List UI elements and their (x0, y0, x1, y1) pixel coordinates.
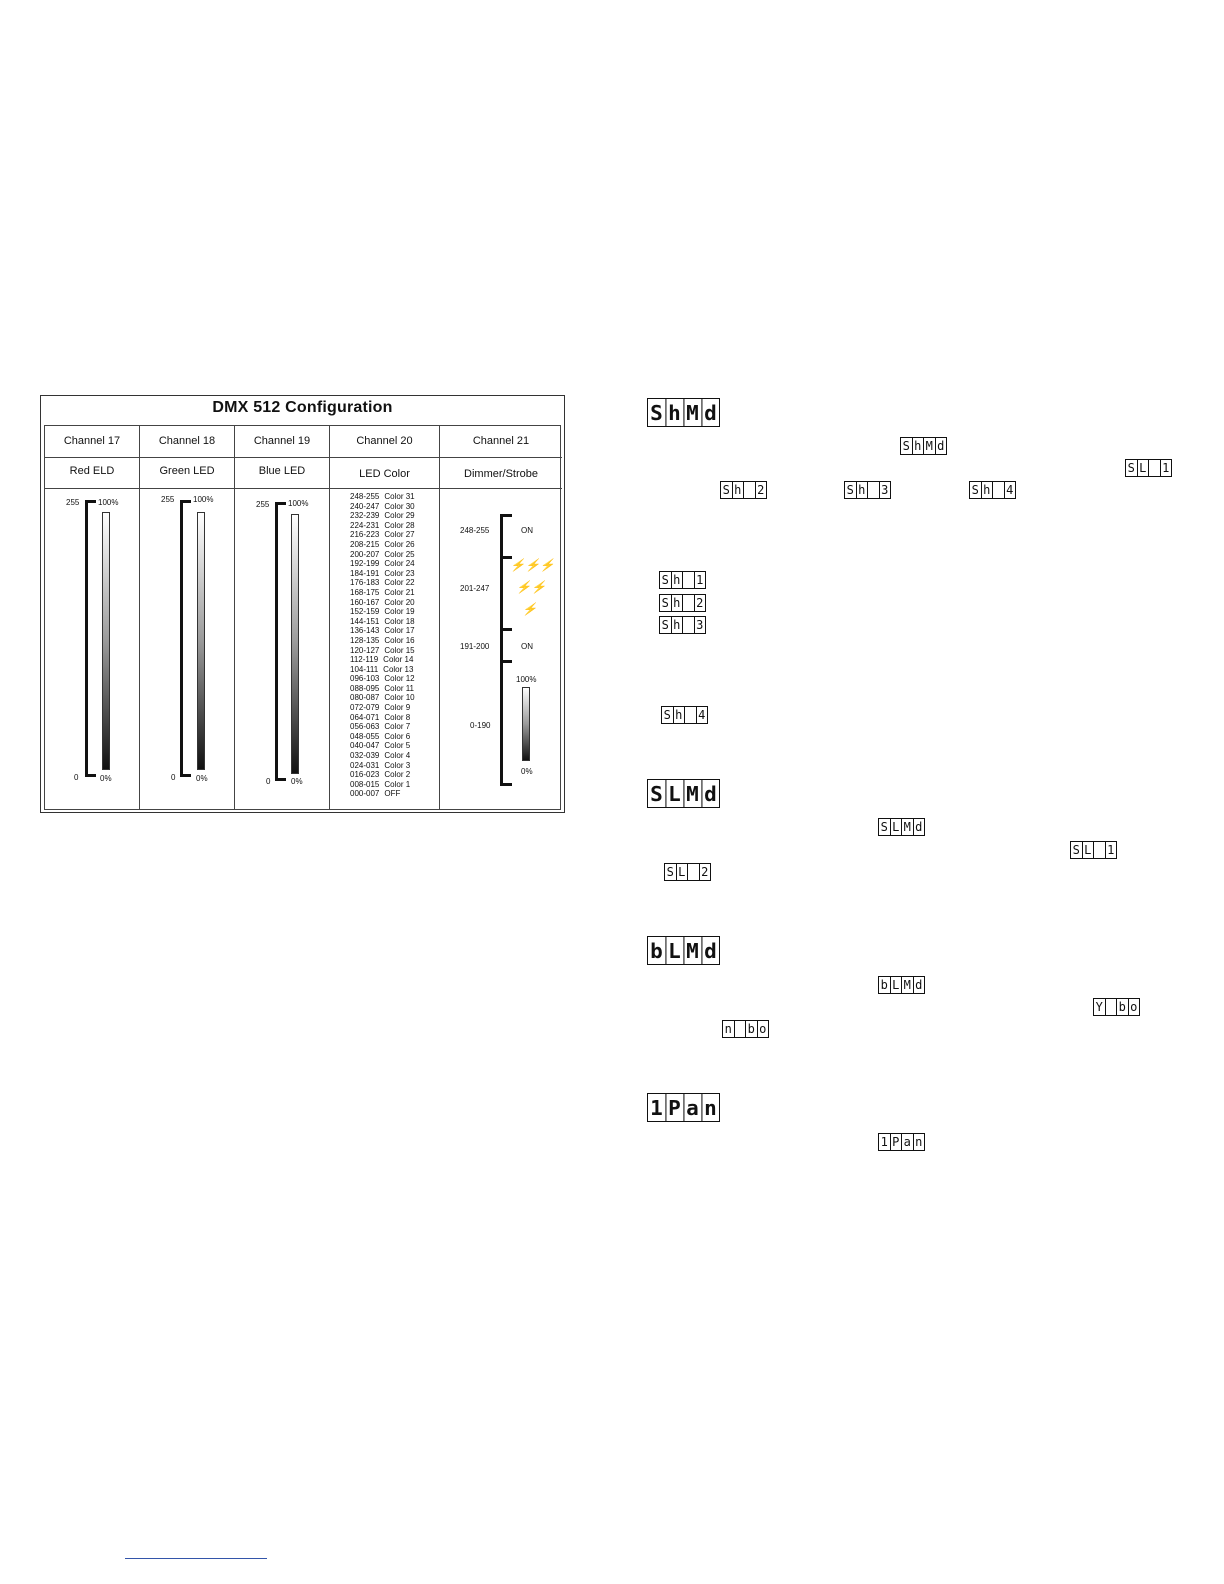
color-list-item (350, 693, 415, 703)
display-digit: a (902, 1134, 914, 1150)
display-digit: d (915, 978, 923, 992)
color-name: Color 19 (384, 607, 415, 617)
color-name: Color 8 (384, 712, 411, 722)
color-name: Color 29 (384, 511, 415, 521)
display-digit: M (902, 819, 914, 835)
display-digit: b (879, 977, 891, 993)
intensity-gradient-bar (197, 512, 205, 770)
bracket-tick (500, 660, 512, 663)
percent-max: 100% (193, 495, 214, 504)
dimmer-strobe-scale (440, 488, 562, 809)
color-range: 088-095 (350, 683, 380, 693)
color-name: Color 14 (383, 655, 414, 665)
scale-max: 255 (161, 495, 175, 504)
display-digit: M (684, 937, 703, 964)
percent-min: 0% (196, 774, 208, 783)
color-range: 072-079 (350, 703, 380, 713)
bracket-tick (500, 628, 512, 631)
color-list-item (350, 732, 415, 742)
display-digit: S (970, 482, 982, 498)
color-list-item (350, 789, 415, 799)
channel-20-header: Channel 20 (330, 426, 439, 458)
display-digit: 3 (696, 618, 704, 632)
display-digit: 2 (696, 596, 704, 610)
color-range: 104-111 (350, 664, 379, 674)
color-list-item (350, 741, 415, 751)
channel-17-label: Red ELD (45, 457, 139, 489)
display-digit: n (723, 1021, 735, 1037)
color-range: 240-247 (350, 501, 380, 511)
sh3-list-display (659, 616, 706, 634)
color-list-item (350, 646, 415, 656)
display-digit: 1 (696, 573, 704, 587)
display-digit: S (648, 399, 667, 426)
color-range: 192-199 (350, 559, 380, 569)
display-digit: h (674, 707, 686, 723)
display-digit: 1 (1162, 461, 1170, 475)
scale-max: 255 (66, 498, 80, 507)
dimmer-gradient-bar (522, 687, 530, 761)
percent-min: 0% (291, 777, 303, 786)
ybo-inline-display (1093, 998, 1140, 1016)
channel-18-scale (140, 488, 234, 809)
sh4-inline-display (969, 481, 1016, 499)
color-range: 184-191 (350, 568, 380, 578)
channel-17-scale (45, 488, 139, 809)
display-digit: 2 (757, 483, 765, 497)
color-range: 056-063 (350, 722, 380, 732)
color-range: 168-175 (350, 587, 380, 597)
percent-min: 0% (100, 774, 112, 783)
display-digit: L (1138, 460, 1150, 476)
color-range: 096-103 (350, 674, 380, 684)
color-list-item (350, 655, 415, 665)
display-digit: 2 (701, 865, 709, 879)
channel-grid (44, 425, 561, 810)
display-digit: b (1117, 999, 1129, 1015)
sl1-inline-display-2 (1070, 841, 1117, 859)
display-digit: h (982, 482, 994, 498)
color-name: Color 31 (384, 492, 415, 501)
on-label-mid: ON (521, 642, 533, 651)
color-list-item (350, 770, 415, 780)
color-range: 064-071 (350, 712, 380, 722)
display-digit: S (901, 438, 913, 454)
sh4-list-display (661, 706, 708, 724)
display-digit: S (648, 780, 667, 807)
color-range: 224-231 (350, 520, 380, 530)
channel-19-label: Blue LED (235, 457, 329, 489)
color-list-item (350, 492, 415, 502)
display-digit: 1 (879, 1134, 891, 1150)
color-list-item (350, 578, 415, 588)
display-digit (1106, 999, 1118, 1015)
color-range: 176-183 (350, 578, 380, 588)
color-list-item (350, 569, 415, 579)
color-range: 136-143 (350, 626, 380, 636)
display-digit: S (721, 482, 733, 498)
display-digit: d (937, 439, 945, 453)
color-name: Color 28 (384, 520, 415, 530)
display-digit: S (660, 617, 672, 633)
color-name: Color 25 (384, 549, 415, 559)
color-name: Color 9 (384, 703, 411, 713)
sl1-inline-display (1125, 459, 1172, 477)
color-name: Color 5 (384, 741, 411, 751)
display-digit: h (672, 617, 684, 633)
display-digit: S (662, 707, 674, 723)
display-digit: M (684, 399, 703, 426)
color-list-item (350, 607, 415, 617)
display-digit: o (1130, 1000, 1138, 1014)
display-digit: d (704, 400, 717, 425)
display-digit: h (666, 399, 685, 426)
dimmer-percent-min: 0% (521, 767, 533, 776)
shnd-heading-display (647, 398, 720, 427)
color-name: Color 15 (384, 645, 415, 655)
sh2-inline-display (720, 481, 767, 499)
color-name: Color 23 (384, 568, 415, 578)
scale-min: 0 (171, 773, 176, 782)
display-digit (688, 864, 700, 880)
display-digit: L (677, 864, 689, 880)
display-digit: 4 (698, 708, 706, 722)
color-name: Color 13 (383, 664, 414, 674)
channel-19-column (235, 426, 330, 809)
color-range: 128-135 (350, 635, 380, 645)
display-digit (1149, 460, 1161, 476)
channel-21-header: Channel 21 (440, 426, 562, 458)
color-name: Color 16 (384, 635, 415, 645)
display-digit: S (879, 819, 891, 835)
display-digit: L (891, 819, 903, 835)
color-name: Color 11 (384, 683, 415, 693)
percent-max: 100% (98, 498, 119, 507)
color-name: Color 3 (384, 760, 411, 770)
range-191-200: 191-200 (460, 642, 490, 651)
display-digit: d (915, 820, 923, 834)
color-range-list (330, 488, 439, 809)
color-list-item (350, 780, 415, 790)
color-list-item (350, 617, 415, 627)
color-range: 216-223 (350, 530, 380, 540)
color-range: 232-239 (350, 511, 380, 521)
display-digit: S (1126, 460, 1138, 476)
scale-max: 255 (256, 500, 270, 509)
intensity-gradient-bar (102, 512, 110, 770)
color-range: 152-159 (350, 607, 380, 617)
color-range: 024-031 (350, 760, 380, 770)
color-name: Color 22 (384, 578, 415, 588)
channel-20-column (330, 426, 440, 809)
display-digit: S (660, 595, 672, 611)
scale-min: 0 (266, 777, 271, 786)
color-list-item (350, 751, 415, 761)
color-range: 160-167 (350, 597, 380, 607)
display-digit: 3 (881, 483, 889, 497)
display-digit: h (857, 482, 869, 498)
display-digit (993, 482, 1005, 498)
channel-18-label: Green LED (140, 457, 234, 489)
ipan-heading-display (647, 1093, 720, 1122)
color-name: OFF (384, 789, 401, 799)
display-digit: P (891, 1134, 903, 1150)
display-digit: h (733, 482, 745, 498)
nbo-inline-display (722, 1020, 769, 1038)
color-list-item (350, 713, 415, 723)
range-201-247: 201-247 (460, 584, 490, 593)
blnd-inline-display (878, 976, 925, 994)
display-digit: 1 (648, 1094, 667, 1121)
display-digit: P (666, 1094, 685, 1121)
display-digit: 4 (1006, 483, 1014, 497)
channel-17-column (45, 426, 140, 809)
display-digit: S (660, 572, 672, 588)
color-range: 000-007 (350, 789, 380, 799)
color-range: 208-215 (350, 539, 380, 549)
color-list-item (350, 502, 415, 512)
color-range: 016-023 (350, 770, 380, 780)
shnd-inline-display (900, 437, 947, 455)
display-digit: d (704, 781, 717, 806)
color-list (350, 492, 415, 799)
display-digit: L (1083, 842, 1095, 858)
on-label-top: ON (521, 526, 533, 535)
value-bracket (180, 500, 191, 777)
display-digit: L (666, 937, 685, 964)
display-digit: M (902, 977, 914, 993)
color-list-item (350, 540, 415, 550)
color-name: Color 1 (384, 779, 411, 789)
display-digit (683, 595, 695, 611)
color-name: Color 27 (384, 530, 415, 540)
color-name: Color 17 (384, 626, 415, 636)
color-name: Color 30 (384, 501, 415, 511)
sh3-inline-display (844, 481, 891, 499)
display-digit: S (1071, 842, 1083, 858)
display-digit (868, 482, 880, 498)
display-digit: S (845, 482, 857, 498)
display-digit: M (684, 780, 703, 807)
color-name: Color 21 (384, 587, 415, 597)
color-range: 248-255 (350, 492, 380, 501)
color-list-item (350, 559, 415, 569)
color-name: Color 24 (384, 559, 415, 569)
ipan-inline-display (878, 1133, 925, 1151)
footnote-separator-line (125, 1558, 267, 1559)
strobe-bracket (500, 514, 513, 786)
color-list-item (350, 674, 415, 684)
strobe-fast-icon: ⚡⚡⚡ (510, 558, 555, 572)
color-list-item (350, 665, 415, 675)
table-title: DMX 512 Configuration (212, 399, 393, 416)
display-digit: o (759, 1022, 767, 1036)
color-list-item (350, 598, 415, 608)
color-list-item (350, 530, 415, 540)
channel-18-column (140, 426, 235, 809)
display-digit (744, 482, 756, 498)
color-name: Color 2 (384, 770, 411, 780)
display-digit: Y (1094, 999, 1106, 1015)
strobe-medium-icon: ⚡⚡ (516, 580, 546, 594)
dimmer-percent-max: 100% (516, 675, 537, 684)
color-name: Color 18 (384, 616, 415, 626)
color-name: Color 20 (384, 597, 415, 607)
color-range: 008-015 (350, 779, 380, 789)
color-list-item (350, 511, 415, 521)
channel-21-column (440, 426, 562, 809)
display-digit (683, 617, 695, 633)
display-digit (685, 707, 697, 723)
display-digit: L (666, 780, 685, 807)
color-name: Color 4 (384, 751, 411, 761)
display-digit (1094, 842, 1106, 858)
color-range: 144-151 (350, 616, 380, 626)
color-name: Color 10 (384, 693, 415, 703)
channel-20-label: LED Color (330, 457, 439, 489)
color-list-item (350, 626, 415, 636)
display-digit: S (665, 864, 677, 880)
strobe-slow-icon: ⚡ (522, 602, 537, 616)
color-range: 032-039 (350, 751, 380, 761)
scale-min: 0 (74, 773, 79, 782)
display-digit: n (915, 1135, 923, 1149)
display-digit: h (672, 595, 684, 611)
value-bracket (275, 502, 286, 781)
bracket-tick (500, 783, 512, 786)
value-bracket (85, 500, 96, 777)
display-digit: L (891, 977, 903, 993)
percent-max: 100% (288, 499, 309, 508)
display-digit: d (704, 938, 717, 963)
channel-19-header: Channel 19 (235, 426, 329, 458)
color-name: Color 7 (384, 722, 411, 732)
color-name: Color 26 (384, 539, 415, 549)
intensity-gradient-bar (291, 514, 299, 774)
color-list-item (350, 703, 415, 713)
color-list-item (350, 761, 415, 771)
blnd-heading-display (647, 936, 720, 965)
display-digit: b (648, 937, 667, 964)
display-digit: n (704, 1095, 717, 1120)
color-range: 040-047 (350, 741, 380, 751)
color-list-item (350, 722, 415, 732)
color-list-item (350, 636, 415, 646)
slnd-inline-display (878, 818, 925, 836)
channel-17-header: Channel 17 (45, 426, 139, 458)
display-digit: M (924, 438, 936, 454)
color-range: 120-127 (350, 645, 380, 655)
display-digit: a (684, 1094, 703, 1121)
color-list-item (350, 521, 415, 531)
display-digit: h (672, 572, 684, 588)
color-name: Color 6 (384, 731, 411, 741)
channel-18-header: Channel 18 (140, 426, 234, 458)
color-range: 112-119 (350, 655, 379, 665)
color-list-item (350, 550, 415, 560)
channel-21-label: Dimmer/Strobe (440, 457, 562, 489)
channel-19-scale (235, 488, 329, 809)
color-range: 048-055 (350, 731, 380, 741)
color-range: 200-207 (350, 549, 380, 559)
dmx-configuration-table (40, 395, 565, 813)
color-list-item (350, 588, 415, 598)
color-list-item (350, 684, 415, 694)
range-248-255: 248-255 (460, 526, 490, 535)
sh2-list-display (659, 594, 706, 612)
display-digit: 1 (1107, 843, 1115, 857)
slnd-heading-display (647, 779, 720, 808)
display-digit (735, 1021, 747, 1037)
bracket-tick (500, 514, 512, 517)
color-name: Color 12 (384, 674, 415, 684)
display-digit: h (913, 438, 925, 454)
range-0-190: 0-190 (470, 721, 491, 730)
color-range: 080-087 (350, 693, 380, 703)
sl2-inline-display (664, 863, 711, 881)
display-digit (683, 572, 695, 588)
display-digit: b (746, 1021, 758, 1037)
sh1-list-display (659, 571, 706, 589)
